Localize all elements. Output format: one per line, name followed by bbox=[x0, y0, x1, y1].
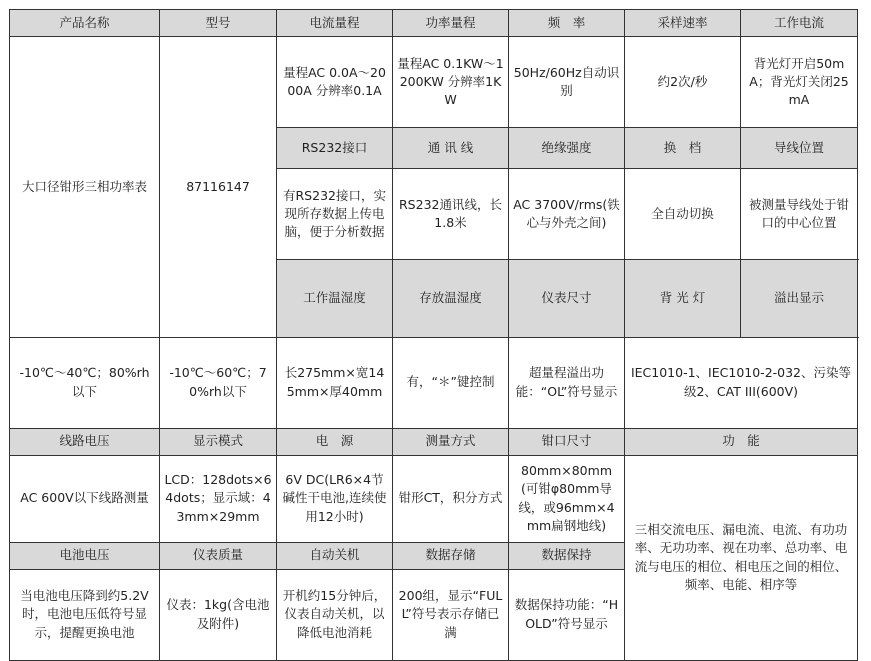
value-product-name: 大口径钳形三相功率表 bbox=[10, 37, 160, 338]
header-overflow: 溢出显示 bbox=[741, 260, 858, 338]
value-function: 三相交流电压、漏电流、电流、有功功率、无功功率、视在功率、总功率、电流与电压的相位、相电压之间的相位、频率、电能、相序等 bbox=[625, 455, 858, 660]
header-data-storage: 数据存储 bbox=[393, 542, 509, 569]
value-power-range: 量程AC 0.1KW～1200KW 分辨率1KW bbox=[393, 37, 509, 128]
header-backlight: 背 光 灯 bbox=[625, 260, 741, 338]
value-dimensions: 长275mm×宽145mm×厚40mm bbox=[277, 337, 393, 428]
value-jaw-size: 80mm×80mm(可钳φ80mm导线，或96mm×4mm扁钢地线) bbox=[509, 455, 625, 542]
header-battery-voltage: 电池电压 bbox=[10, 542, 160, 569]
value-power-supply: 6V DC(LR6×4节碱性干电池,连续使用12小时) bbox=[277, 455, 393, 542]
value-weight: 仪表：1kg(含电池及附件) bbox=[160, 569, 277, 660]
header-power-range: 功率量程 bbox=[393, 10, 509, 37]
value-line-voltage: AC 600V以下线路测量 bbox=[10, 455, 160, 542]
value-insulation: AC 3700V/rms(铁心与外壳之间) bbox=[509, 169, 625, 260]
header-power-supply: 电 源 bbox=[277, 428, 393, 455]
header-wire-position: 导线位置 bbox=[741, 128, 858, 169]
header-product-name: 产品名称 bbox=[10, 10, 160, 37]
value-battery-voltage: 当电池电压降到约5.2V时，电池电压低符号显示，提醒更换电池 bbox=[10, 569, 160, 660]
header-rs232: RS232接口 bbox=[277, 128, 393, 169]
value-auto-off: 开机约15分钟后，仪表自动关机，以降低电池消耗 bbox=[277, 569, 393, 660]
header-insulation: 绝缘强度 bbox=[509, 128, 625, 169]
header-function: 功 能 bbox=[625, 428, 858, 455]
value-working-current: 背光灯开启50mA；背光灯关闭25mA bbox=[741, 37, 858, 128]
value-current-range: 量程AC 0.0A～2000A 分辨率0.1A bbox=[277, 37, 393, 128]
value-data-hold: 数据保持功能：“HOLD”符号显示 bbox=[509, 569, 625, 660]
header-display-mode: 显示模式 bbox=[160, 428, 277, 455]
header-dimensions: 仪表尺寸 bbox=[509, 260, 625, 338]
value-measure-method: 钳形CT，积分方式 bbox=[393, 455, 509, 542]
spec-table bbox=[9, 9, 858, 661]
value-sampling-rate: 约2次/秒 bbox=[625, 37, 741, 128]
value-working-temp: -10℃～40℃；80%rh以下 bbox=[10, 337, 160, 428]
header-frequency: 频 率 bbox=[509, 10, 625, 37]
header-weight: 仪表质量 bbox=[160, 542, 277, 569]
header-current-range: 电流量程 bbox=[277, 10, 393, 37]
header-working-current: 工作电流 bbox=[741, 10, 858, 37]
header-working-temp: 工作温湿度 bbox=[277, 260, 393, 338]
value-model: 87116147 bbox=[160, 37, 277, 338]
value-range-switch: 全自动切换 bbox=[625, 169, 741, 260]
header-jaw-size: 钳口尺寸 bbox=[509, 428, 625, 455]
value-rs232: 有RS232接口，实现所存数据上传电脑，便于分析数据 bbox=[277, 169, 393, 260]
value-display-mode: LCD：128dots×64dots；显示域：43mm×29mm bbox=[160, 455, 277, 542]
value-comm-cable: RS232通讯线，长1.8米 bbox=[393, 169, 509, 260]
header-range-switch: 换 档 bbox=[625, 128, 741, 169]
header-measure-method: 测量方式 bbox=[393, 428, 509, 455]
header-data-hold: 数据保持 bbox=[509, 542, 625, 569]
header-storage-temp: 存放温湿度 bbox=[393, 260, 509, 338]
header-model: 型号 bbox=[160, 10, 277, 37]
value-backlight: 有，“＊”键控制 bbox=[393, 337, 509, 428]
value-frequency: 50Hz/60Hz自动识别 bbox=[509, 37, 625, 128]
header-sampling-rate: 采样速率 bbox=[625, 10, 741, 37]
header-auto-off: 自动关机 bbox=[277, 542, 393, 569]
header-comm-cable: 通 讯 线 bbox=[393, 128, 509, 169]
value-storage-temp: -10℃～60℃；70%rh以下 bbox=[160, 337, 277, 428]
value-wire-position: 被测量导线处于钳口的中心位置 bbox=[741, 169, 858, 260]
value-data-storage: 200组，显示“FULL”符号表示存储已满 bbox=[393, 569, 509, 660]
header-line-voltage: 线路电压 bbox=[10, 428, 160, 455]
value-overflow: 超量程溢出功能：“OL”符号显示 bbox=[509, 337, 625, 428]
value-safety: IEC1010-1、IEC1010-2-032、污染等级2、CAT III(600V) bbox=[625, 337, 858, 428]
